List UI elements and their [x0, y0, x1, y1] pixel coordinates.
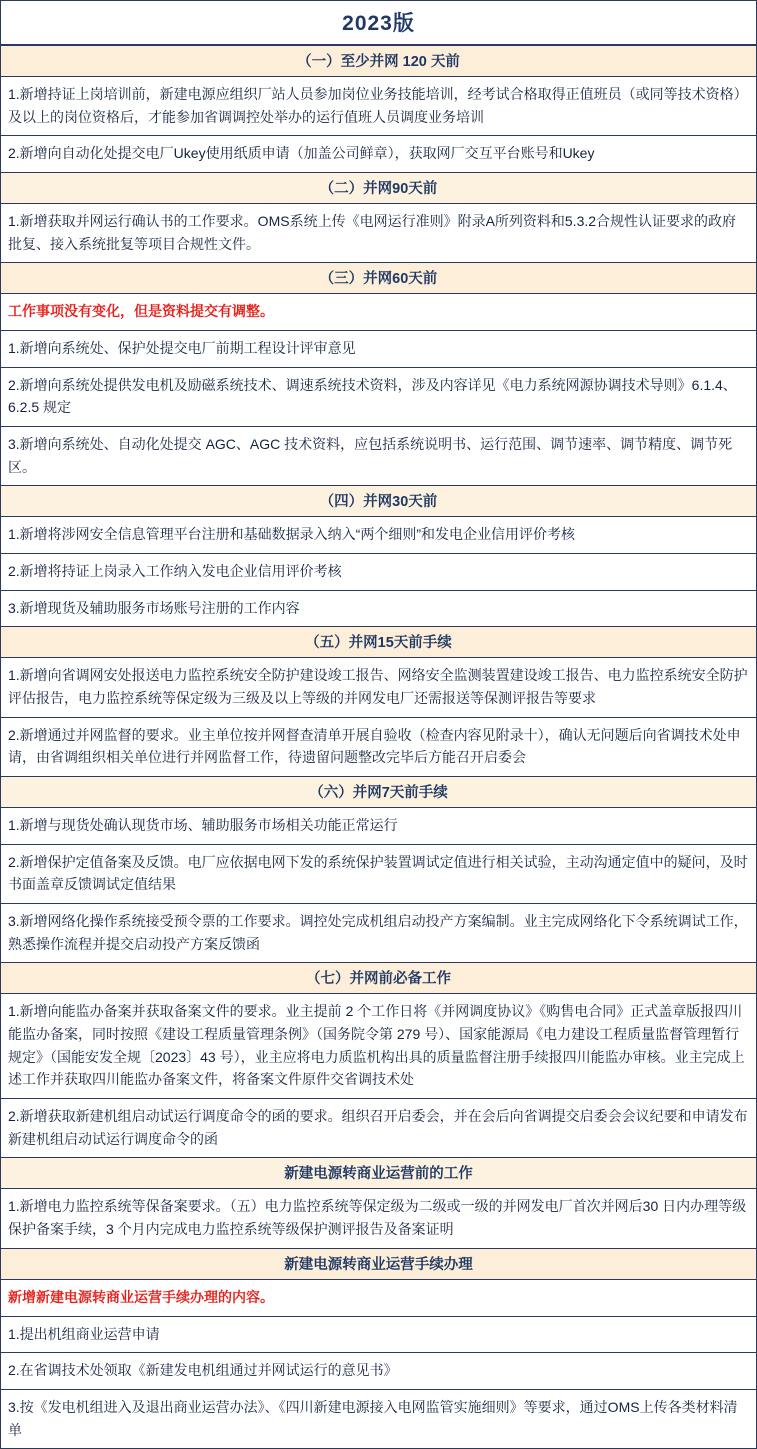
section-note-row: 工作事项没有变化，但是资料提交有调整。: [1, 294, 756, 331]
section-note-row: 新增新建电源转商业运营手续办理的内容。: [1, 1280, 756, 1317]
section-header: （五）并网15天前手续: [1, 626, 756, 658]
section-item-row: 2.在省调技术处领取《新建发电机组通过并网试运行的意见书》: [1, 1353, 756, 1390]
section-item-row: 1.新增将涉网安全信息管理平台注册和基础数据录入纳入“两个细则”和发电企业信用评价考核: [1, 517, 756, 554]
section-item-row: 1.新增向能监办备案并获取备案文件的要求。业主提前 2 个工作日将《并网调度协议》《购售电合同》正式盖章版报四川能监办备案，同时按照《建设工程质量管理条例》（国务院令第 279 号）、国家能源局《电力建设工程质量监督管理暂行规定》（国能安发全规〔2023〕43 号），业主应将电力质监机构出具的质量监督注册手续报四川能监办审核。业主完成上述工作并获取四川能监办备案文件，将备案文件原件交省调技术处: [1, 994, 756, 1099]
section-rows: [1, 517, 756, 626]
section-rows: [1, 77, 756, 172]
section-item-row: 1.新增向省调网安处报送电力监控系统安全防护建设竣工报告、网络安全监测装置建设竣工报告、电力监控系统安全防护评估报告，电力监控系统等保定级为三级及以上等级的并网发电厂还需报送等保测评报告等要求: [1, 658, 756, 717]
section-item-row: 2.新增保护定值备案及反馈。电厂应依据电网下发的系统保护装置调试定值进行相关试验，主动沟通定值中的疑问，及时书面盖章反馈调试定值结果: [1, 845, 756, 904]
section-header: （一）至少并网 120 天前: [1, 45, 756, 77]
section-rows: [1, 994, 756, 1157]
section-item-row: 2.新增通过并网监督的要求。业主单位按并网督查清单开展自验收（检查内容见附录十），确认无问题后向省调技术处申请，由省调组织相关单位进行并网监督工作，待遗留问题整改完毕后方能召开启委会: [1, 718, 756, 776]
section-item-row: 2.新增向系统处提供发电机及励磁系统技术、调速系统技术资料，涉及内容详见《电力系统网源协调技术导则》6.1.4、6.2.5 规定: [1, 368, 756, 427]
section-item-row: 3.按《发电机组进入及退出商业运营办法》、《四川新建电源接入电网监管实施细则》等要求，通过OMS上传各类材料清单: [1, 1390, 756, 1448]
section-rows: [1, 1189, 756, 1247]
section-header: （六）并网7天前手续: [1, 776, 756, 808]
section-item-row: 3.新增现货及辅助服务市场账号注册的工作内容: [1, 591, 756, 627]
section-item-row: 3.新增网络化操作系统接受预令票的工作要求。调控处完成机组启动投产方案编制。业主完成网络化下令系统调试工作，熟悉操作流程并提交启动投产方案反馈函: [1, 904, 756, 962]
section-item-row: 3.新增向系统处、自动化处提交 AGC、AGC 技术资料，应包括系统说明书、运行范围、调节速率、调节精度、调节死区。: [1, 427, 756, 485]
section-item-row: 2.新增将持证上岗录入工作纳入发电企业信用评价考核: [1, 554, 756, 591]
section-item-row: 1.新增获取并网运行确认书的工作要求。OMS系统上传《电网运行准则》附录A所列资料和5.3.2合规性认证要求的政府批复、接入系统批复等项目合规性文件。: [1, 204, 756, 262]
section-item-row: 1.新增持证上岗培训前，新建电源应组织厂站人员参加岗位业务技能培训，经考试合格取得正值班员（或同等技术资格）及以上的岗位资格后，才能参加省调调控处举办的运行值班人员调度业务培训: [1, 77, 756, 136]
section-item-row: 1.新增电力监控系统等保备案要求。（五）电力监控系统等保定级为二级或一级的并网发电厂首次并网后30 日内办理等级保护备案手续，3 个月内完成电力监控系统等级保护测评报告及备案证明: [1, 1189, 756, 1247]
section-header: （四）并网30天前: [1, 485, 756, 517]
section-item-row: 1.提出机组商业运营申请: [1, 1317, 756, 1354]
section-rows: [1, 1280, 756, 1448]
section-rows: [1, 294, 756, 485]
section-rows: [1, 204, 756, 262]
section-header: 新建电源转商业运营前的工作: [1, 1157, 756, 1189]
section-header: （七）并网前必备工作: [1, 962, 756, 994]
section-item-row: 1.新增向系统处、保护处提交电厂前期工程设计评审意见: [1, 331, 756, 368]
page-title: 2023版: [1, 1, 756, 45]
section-item-row: 1.新增与现货处确认现货市场、辅助服务市场相关功能正常运行: [1, 808, 756, 845]
section-header: 新建电源转商业运营手续办理: [1, 1248, 756, 1280]
section-header: （二）并网90天前: [1, 172, 756, 204]
section-rows: [1, 808, 756, 962]
section-header: （三）并网60天前: [1, 262, 756, 294]
section-rows: [1, 658, 756, 776]
section-item-row: 2.新增获取新建机组启动试运行调度命令的函的要求。组织召开启委会，并在会后向省调提交启委会会议纪要和申请发布新建机组启动试运行调度命令的函: [1, 1099, 756, 1157]
section-item-row: 2.新增向自动化处提交电厂Ukey使用纸质申请（加盖公司鲜章），获取网厂交互平台账号和Ukey: [1, 136, 756, 172]
sections-container: [1, 45, 756, 1448]
